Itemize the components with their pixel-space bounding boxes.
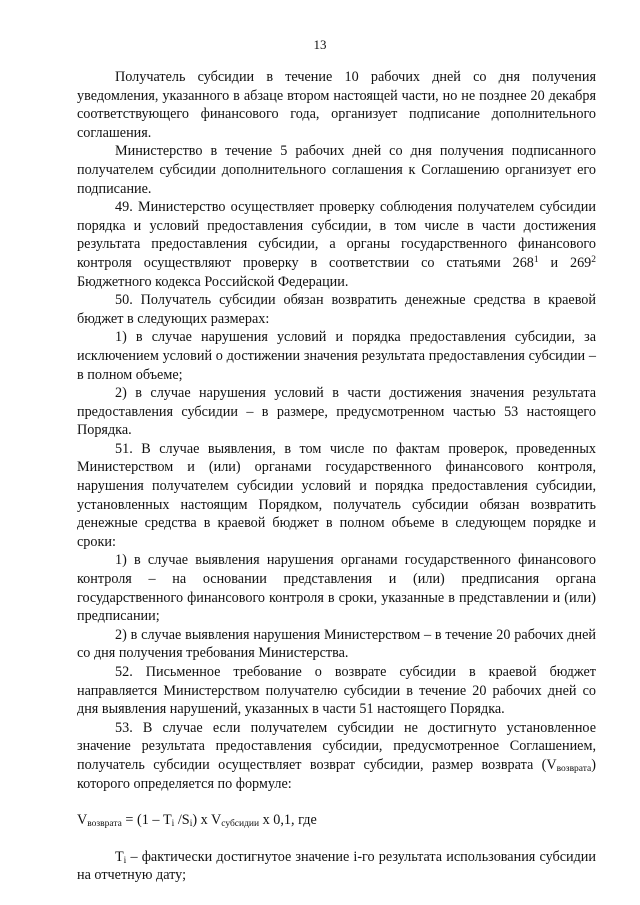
paragraph-51-item-2: 2) в случае выявления нарушения Министерством – в течение 20 рабочих дней со дня получения требования Министерства. xyxy=(77,626,596,662)
superscript-2: 2 xyxy=(591,254,597,265)
paragraph-50-item-1: 1) в случае нарушения условий и порядка предоставления субсидии, за исключением условий о достижении значения результата предоставления субсидии – в полном объеме; xyxy=(77,329,596,383)
paragraph-53-refund-formula-intro xyxy=(77,719,596,793)
paragraph-ministry-signing: Министерство в течение 5 рабочих дней со дня получения подписанного получателем субсидии дополнительного соглашения к Соглашению организует его подписание. xyxy=(77,143,596,197)
paragraph-ti-definition xyxy=(77,848,596,885)
paragraph-51-item-1: 1) в случае выявления нарушения органами государственного финансового контроля – на основании представления и (или) предписания органа государственного финансового контроля в сроки, указанные в представлении и (или) предписании; xyxy=(77,552,596,625)
paragraph-49-verification xyxy=(77,198,596,291)
document-body xyxy=(77,68,596,885)
formula-v-subscript: возврата xyxy=(87,819,122,830)
formula-t-subscript: i xyxy=(171,819,175,830)
formula-part-2: /S xyxy=(174,812,190,829)
formula-part-3: ) x V xyxy=(192,812,222,829)
formula-part-1: = (1 – T xyxy=(121,812,172,829)
page-number: 13 xyxy=(313,37,327,52)
paragraph-signing-deadline: Получатель субсидии в течение 10 рабочих дней со дня получения уведомления, указанного в абзаце втором настоящей части, но не позднее 20 декабря соответствующего финансового года, организует подписание дополнительного соглашения. xyxy=(77,69,596,141)
subscript-vozvrata: возврата xyxy=(556,763,592,774)
paragraph-50-item-2: 2) в случае нарушения условий в части достижения значения результата предоставления субсидии – в размере, предусмотренном частью 53 настоящего Порядка. xyxy=(77,385,596,439)
formula-v2-subscript: субсидии xyxy=(221,819,260,830)
refund-formula xyxy=(77,811,596,830)
paragraph-49-text-b: и 269 xyxy=(538,254,592,271)
formula-s-subscript: i xyxy=(189,819,193,830)
paragraph-51-violations: 51. В случае выявления, в том числе по фактам проверок, проведенных Министерством и (или) органами государственного финансового контроля, нарушения получателем субсидии условий и порядка предоставления субсидии, установленных настоящим Порядком, получатель субсидии обязан возвратить денежные средства в краевой бюджет в полном объеме в следующем порядке и сроки: xyxy=(77,440,596,550)
ti-definition-text: – фактически достигнутое значение i-го результата использования субсидии на отчетную дату; xyxy=(77,848,596,884)
superscript-1: 1 xyxy=(533,254,539,265)
paragraph-53-text-b: ) которого определяется по формуле: xyxy=(77,756,596,792)
paragraph-53-text-a: 53. В случае если получателем субсидии не достигнуто установленное значение результата предоставления субсидии, предусмотренное Соглашением, получатель субсидии осуществляет возврат субсидии, размер возврата (V xyxy=(77,719,596,773)
ti-symbol: T xyxy=(115,848,124,865)
ti-subscript: i xyxy=(123,855,127,866)
paragraph-49-text-c: Бюджетного кодекса Российской Федерации. xyxy=(77,273,349,290)
formula-v: V xyxy=(77,812,88,829)
paragraph-52-written-demand: 52. Письменное требование о возврате субсидии в краевой бюджет направляется Министерством получателю субсидии в течение 20 рабочих дней со дня выявления нарушений, указанных в части 51 настоящего Порядка. xyxy=(77,664,596,718)
formula-tail: x 0,1, где xyxy=(259,812,317,829)
paragraph-50-refund-obligation: 50. Получатель субсидии обязан возвратить денежные средства в краевой бюджет в следующих размерах: xyxy=(77,292,596,327)
paragraph-49-text-a: 49. Министерство осуществляет проверку соблюдения получателем субсидии порядка и условий предоставления субсидии, в том числе в части достижения результата предоставления субсидии, а органы государственного финансового контроля осуществляют проверку в соответствии со статьями 268 xyxy=(77,199,596,271)
